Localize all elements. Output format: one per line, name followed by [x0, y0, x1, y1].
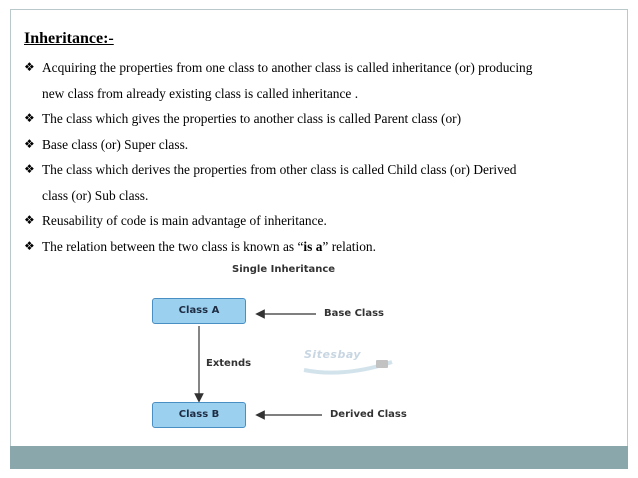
diamond-bullet-icon: ❖ — [24, 162, 35, 176]
bullet-item — [24, 157, 624, 208]
diagram-title: Single Inheritance — [232, 264, 336, 275]
slide-title: Inheritance:- — [24, 30, 114, 47]
slide-footer-bar — [10, 446, 628, 469]
class-b-box: Class B — [152, 402, 246, 428]
diamond-bullet-icon: ❖ — [24, 60, 35, 74]
bullet-list — [24, 55, 624, 259]
bullet-text — [42, 157, 624, 208]
diamond-bullet-icon: ❖ — [24, 213, 35, 227]
watermark-text: Sitesbay — [304, 348, 362, 361]
watermark-mark — [376, 360, 388, 368]
bullet-text-suffix: ” relation. — [322, 238, 376, 254]
bullet-item — [24, 106, 624, 132]
class-a-box: Class A — [152, 298, 246, 324]
bullet-text: The class which gives the properties to another class is called Parent class (or) — [42, 111, 462, 126]
bullet-item — [24, 234, 624, 260]
bullet-line: Acquiring the properties from one class to another class is called inheritance (or) producing — [42, 60, 533, 75]
diamond-bullet-icon: ❖ — [24, 238, 35, 253]
bullet-line: class (or) Sub class. — [42, 187, 149, 203]
bullet-text — [42, 55, 624, 106]
bullet-line: The class which derives the properties from other class is called Child class (or) Derived — [42, 162, 517, 177]
bullet-text: Reusability of code is main advantage of inheritance. — [42, 213, 327, 228]
base-class-label: Base Class — [324, 308, 385, 319]
bullet-line: new class from already existing class is called inheritance . — [42, 85, 359, 101]
single-inheritance-diagram — [144, 258, 428, 446]
derived-class-label: Derived Class — [330, 409, 407, 420]
bullet-text: Base class (or) Super class. — [42, 136, 189, 152]
bullet-text — [42, 234, 624, 260]
bullet-item — [24, 132, 624, 158]
bullet-item — [24, 208, 624, 234]
extends-label: Extends — [206, 358, 252, 369]
diamond-bullet-icon: ❖ — [24, 136, 35, 151]
bullet-item — [24, 55, 624, 106]
is-a-emphasis: is a — [303, 238, 323, 254]
bullet-text-prefix: The relation between the two class is known as “ — [42, 238, 304, 254]
diamond-bullet-icon: ❖ — [24, 111, 35, 125]
